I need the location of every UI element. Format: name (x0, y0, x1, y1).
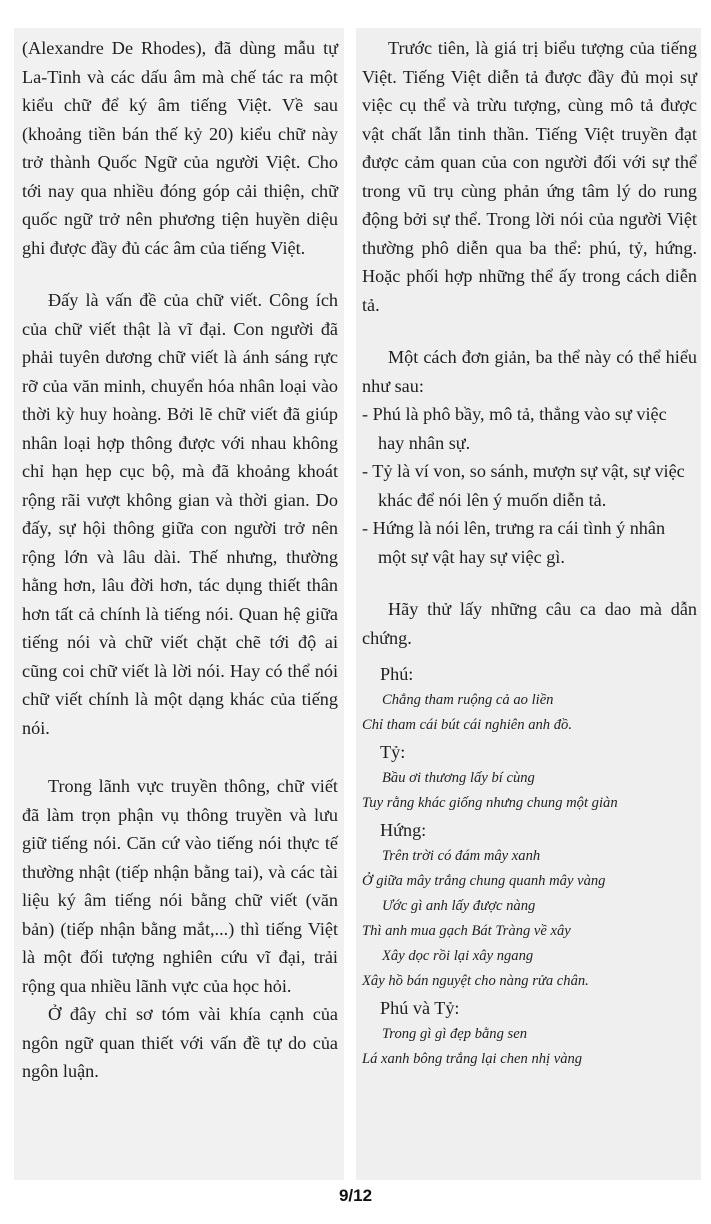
verse-line: Xây dọc rồi lại xây ngang (382, 948, 534, 964)
section-heading: Phú và Tỷ: (380, 998, 460, 1018)
right-paragraph-3: Hãy thử lấy những câu ca dao mà dẫn chứng. (362, 599, 697, 648)
verse-line: Ở giữa mây trắng chung quanh mây vàng (362, 873, 606, 889)
section-heading: Hứng: (380, 820, 427, 840)
verse-line: Tuy rằng khác giống nhưng chung một giàn (362, 795, 618, 811)
left-paragraph-3: Trong lãnh vực truyền thông, chữ viết đã làm trọn phận vụ thông truyền và lưu giữ tiếng nói. Căn cứ vào tiếng nói thực tế thường nhật (tiếp nhận bằng tai), và các tài liệu ký âm tiếng nói bằng chữ viết (văn bản) (tiếp nhận bằng mắt,...) thì tiếng Việt là một đối tượng nghiên cứu vĩ đại, trải rộng qua nhiều lãnh vực của học hỏi. (22, 776, 338, 996)
example-ty (362, 738, 697, 816)
left-column (14, 28, 344, 1180)
section-heading: Tỷ: (380, 742, 406, 762)
verse-line: Ước gì anh lấy được nàng (382, 898, 536, 914)
verse-line: Trên trời có đám mây xanh (382, 848, 541, 864)
right-paragraph-1: Trước tiên, là giá trị biểu tượng của tiếng Việt. Tiếng Việt diễn tả được đầy đủ mọi sự việc cụ thể và trừu tượng, cùng mô tả được vật chất lẫn tinh thần. Tiếng Việt truyền đạt được cảm quan của con người đối với sự thể trong vũ trụ cùng phản ứng tâm lý do rung động bởi sự thể. Trong lời nói của người Việt thường phô diễn qua ba thể: phú, tỷ, hứng. Hoặc phối hợp những thể ấy trong cách diễn tả. (362, 38, 697, 315)
verse-line: Bầu ơi thương lấy bí cùng (382, 770, 535, 786)
verse-line: Chỉ tham cái bút cái nghiên anh đồ. (362, 717, 572, 733)
right-column (356, 28, 701, 1180)
page-number: 9/12 (338, 1186, 373, 1205)
bullet-hung: - Hứng là nói lên, trưng ra cái tình ý nhân một sự vật hay sự việc gì. (362, 518, 666, 567)
left-paragraph-4: Ở đây chỉ sơ tóm vài khía cạnh của ngôn ngữ quan thiết với vấn đề tự do của ngôn luận. (22, 1004, 338, 1081)
left-paragraph-1: (Alexandre De Rhodes), đã dùng mẫu tự La-Tinh và các dấu âm mà chế tác ra một kiểu chữ để ký âm tiếng Việt. Về sau (khoảng tiền bán thế kỷ 20) kiểu chữ này trở thành Quốc Ngữ của người Việt. Cho tới nay qua nhiều đóng góp cải thiện, chữ quốc ngữ trở nên phương tiện huyền diệu ghi được đầy đủ các âm của tiếng Việt. (22, 38, 338, 258)
verse-line: Trong gì gì đẹp bằng sen (382, 1026, 527, 1042)
verse-line: Chẳng tham ruộng cả ao liền (382, 692, 554, 708)
example-hung (362, 816, 697, 994)
right-paragraph-2: Một cách đơn giản, ba thể này có thể hiểu như sau: (362, 347, 697, 396)
section-heading: Phú: (380, 664, 414, 684)
verse-line: Xây hồ bán nguyệt cho nàng rửa chân. (362, 973, 589, 989)
example-phu-va-ty (362, 994, 697, 1072)
bullet-list (362, 400, 697, 571)
verse-line: Lá xanh bông trắng lại chen nhị vàng (362, 1051, 583, 1067)
bullet-ty: - Tỷ là ví von, so sánh, mượn sự vật, sự việc khác để nói lên ý muốn diễn tả. (362, 461, 685, 510)
example-phu (362, 660, 697, 738)
bullet-phu: - Phú là phô bầy, mô tả, thẳng vào sự việc hay nhân sự. (362, 404, 667, 453)
verse-line: Thì anh mua gạch Bát Tràng về xây (362, 923, 571, 939)
left-paragraph-2: Đấy là vấn đề của chữ viết. Công ích của chữ viết thật là vĩ đại. Con người đã phải tuyên dương chữ viết là ánh sáng rực rỡ của văn minh, chuyển hóa nhân loại vào thời kỳ huy hoàng. Bởi lẽ chữ viết đã giúp nhân loại hợp thông được với nhau không chỉ hạn hẹp cục bộ, mà đã khoảng khoát rộng rãi vượt không gian và thời gian. Do đấy, sự hội thông giữa con người trở nên rộng lớn và lâu dài. Thế nhưng, thường hằng hơn, lâu đời hơn, tác dụng thiết thân hơn tất cả chính là tiếng nói. Quan hệ giữa tiếng nói và chữ viết chặt chẽ tới độ ai cũng coi chữ viết là lời nói. Hay có thể nói chữ viết chính là một dạng khác của tiếng nói. (22, 290, 338, 738)
